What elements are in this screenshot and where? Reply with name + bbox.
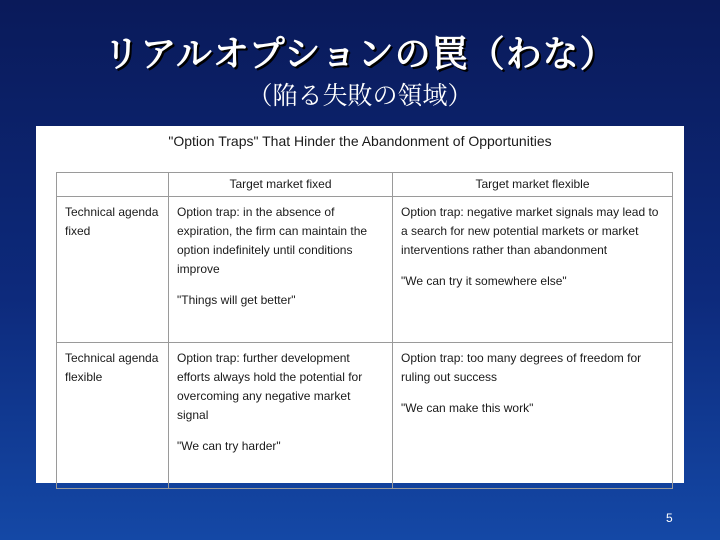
cell-text: Option trap: in the absence of expiration, the firm can maintain the option indefinitely until conditions improve xyxy=(177,205,368,276)
cell-quote: "Things will get better" xyxy=(177,293,296,307)
slide-title: リアルオプションの罠（わな） xyxy=(103,34,617,75)
cell-text: Option trap: further development efforts always hold the potential for overcoming any negative market signal xyxy=(177,351,363,422)
table-cell xyxy=(169,197,393,343)
row-label-agenda-fixed: Technical agenda fixed xyxy=(57,197,169,343)
column-header-market-fixed: Target market fixed xyxy=(169,173,393,197)
table-header-row xyxy=(57,173,673,197)
cell-quote: "We can make this work" xyxy=(401,401,534,415)
table-row xyxy=(57,343,673,489)
column-header-market-flexible: Target market flexible xyxy=(393,173,673,197)
cell-quote: "We can try it somewhere else" xyxy=(401,274,567,288)
table-title: "Option Traps" That Hinder the Abandonment of Opportunities xyxy=(168,133,552,149)
option-traps-table xyxy=(56,172,673,489)
cell-quote: "We can try harder" xyxy=(177,439,281,453)
table-cell xyxy=(169,343,393,489)
slide-subtitle: （陥る失敗の領域） xyxy=(247,81,473,110)
cell-text: Option trap: negative market signals may lead to a search for new potential markets or market interventions rather than abandonment xyxy=(401,205,659,257)
table-row xyxy=(57,197,673,343)
row-label-agenda-flexible: Technical agenda flexible xyxy=(57,343,169,489)
table-cell xyxy=(393,197,673,343)
option-traps-figure xyxy=(36,126,684,483)
header-corner-cell xyxy=(57,173,169,197)
page-number: 5 xyxy=(666,511,673,525)
cell-text: Option trap: too many degrees of freedom for ruling out success xyxy=(401,351,642,384)
table-cell xyxy=(393,343,673,489)
